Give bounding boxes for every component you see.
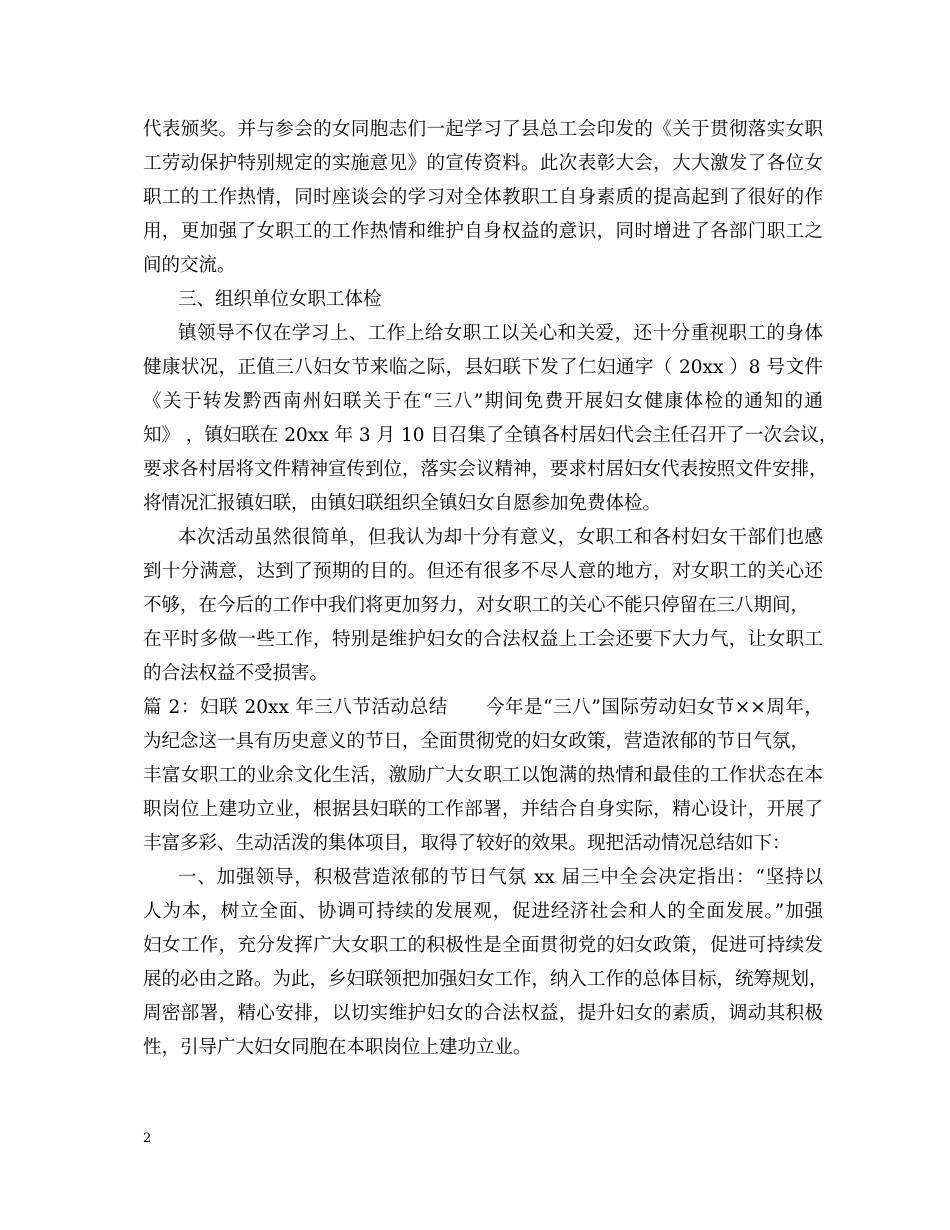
text-line: 周密部署，精心安排，以切实维护妇女的合法权益，提升妇女的素质，调动其积极 bbox=[143, 1003, 823, 1024]
text-line: 一、加强领导，积极营造浓郁的节日气氛 xx 届三中全会决定指出：“坚持以 bbox=[178, 867, 823, 888]
text-line: 要求各村居将文件精神宣传到位，落实会议精神，要求村居妇女代表按照文件安排， bbox=[143, 459, 828, 480]
article-title-line: 篇 2：妇联 20xx 年三八节活动总结 今年是“三八”国际劳动妇女节××周年， bbox=[143, 697, 823, 718]
text-line: 间的交流。 bbox=[143, 255, 236, 276]
text-line: 代表颁奖。并与参会的女同胞志们一起学习了县总工会印发的《关于贯彻落实女职 bbox=[143, 119, 823, 140]
page-number: 2 bbox=[143, 1131, 152, 1146]
text-line: 丰富女职工的业余文化生活，激励广大女职工以饱满的热情和最佳的工作状态在本 bbox=[143, 765, 823, 786]
section-heading: 三、组织单位女职工体检 bbox=[178, 289, 382, 310]
text-line: 人为本，树立全面、协调可持续的发展观，促进经济社会和人的全面发展。”加强 bbox=[143, 901, 823, 922]
text-line: 将情况汇报镇妇联，由镇妇联组织全镇妇女自愿参加免费体检。 bbox=[143, 493, 662, 514]
text-line: 用，更加强了女职工的工作热情和维护自身权益的意识，同时增进了各部门职工之 bbox=[143, 221, 823, 242]
text-line: 职岗位上建功立业，根据县妇联的工作部署，并结合自身实际，精心设计，开展了 bbox=[143, 799, 823, 820]
text-line: 丰富多彩、生动活泼的集体项目，取得了较好的效果。现把活动情况总结如下： bbox=[143, 833, 791, 854]
text-line: 不够，在今后的工作中我们将更加努力，对女职工的关心不能只停留在三八期间， bbox=[143, 595, 810, 616]
text-line: 本次活动虽然很简单，但我认为却十分有意义，女职工和各村妇女干部们也感 bbox=[178, 527, 823, 548]
text-line: 职工的工作热情，同时座谈会的学习对全体教职工自身素质的提高起到了很好的作 bbox=[143, 187, 823, 208]
text-line: 妇女工作，充分发挥广大女职工的积极性是全面贯彻党的妇女政策，促进可持续发 bbox=[143, 935, 823, 956]
text-line: 到十分满意，达到了预期的目的。但还有很多不尽人意的地方，对女职工的关心还 bbox=[143, 561, 823, 582]
text-line: 性，引导广大妇女同胞在本职岗位上建功立业。 bbox=[143, 1037, 532, 1058]
text-line: 为纪念这一具有历史意义的节日，全面贯彻党的妇女政策，营造浓郁的节日气氛， bbox=[143, 731, 810, 752]
text-line: 《关于转发黔西南州妇联关于在“三八”期间免费开展妇女健康体检的通知的通 bbox=[143, 391, 823, 412]
text-line: 镇领导不仅在学习上、工作上给女职工以关心和关爱，还十分重视职工的身体 bbox=[178, 323, 823, 344]
text-line: 健康状况，正值三八妇女节来临之际，县妇联下发了仁妇通字（ 20xx ）8 号文件 bbox=[143, 357, 823, 378]
text-line: 知》 ，镇妇联在 20xx 年 3 月 10 日召集了全镇各村居妇代会主任召开了一次会议， bbox=[143, 425, 838, 446]
text-line: 在平时多做一些工作，特别是维护妇女的合法权益上工会还要下大力气，让女职工 bbox=[143, 629, 823, 650]
text-line: 展的必由之路。为此，乡妇联领把加强妇女工作，纳入工作的总体目标，统筹规划， bbox=[143, 969, 828, 990]
text-line: 工劳动保护特别规定的实施意见》的宣传资料。此次表彰大会，大大激发了各位女 bbox=[143, 153, 823, 174]
text-line: 的合法权益不受损害。 bbox=[143, 663, 329, 684]
